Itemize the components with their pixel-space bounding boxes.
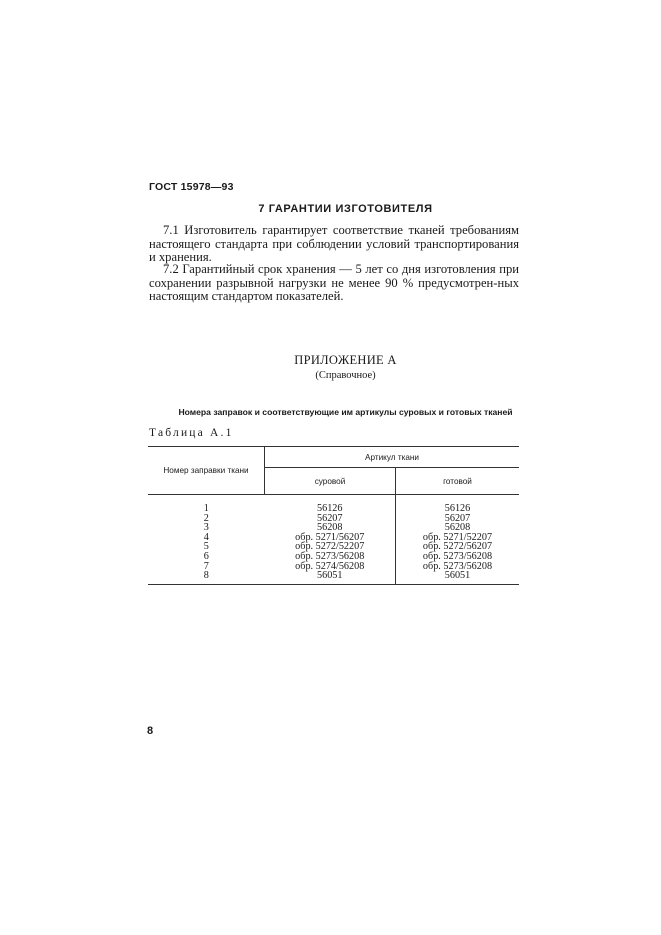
paragraph-7-2-text: 7.2 Гарантийный срок хранения — 5 лет со дня изготовления при сохранении разрывной нагрузки не менее 90 % предусмотрен-ных настоящим стандартом показателей.: [149, 262, 519, 304]
table-label: Таблица А.1: [149, 427, 234, 439]
row-finished-article: обр. 5273/56208: [422, 550, 493, 562]
row-finished-article: 56208: [444, 522, 471, 534]
row-raw-article: 56208: [265, 523, 396, 533]
row-raw-article: 56051: [265, 571, 396, 584]
table-caption: Номера заправок и соответствующие им артикулы суровых и готовых тканей: [178, 407, 513, 417]
row-finished-article: обр. 5271/52207: [422, 531, 493, 543]
table-row: [148, 571, 519, 584]
section-title: 7 ГАРАНТИИ ИЗГОТОВИТЕЛЯ: [258, 203, 433, 215]
table-row: [148, 495, 519, 514]
appendix-subtitle: (Справочное): [315, 370, 376, 381]
document-header: ГОСТ 15978—93: [149, 181, 234, 193]
row-finished-article: 56126: [444, 503, 471, 514]
row-number: 8: [148, 571, 265, 584]
row-number: 5: [203, 541, 209, 553]
fabric-articles-table: [148, 446, 519, 585]
row-number: 4: [203, 531, 209, 543]
paragraph-7-2: [149, 263, 519, 304]
header-raw: суровой: [265, 468, 396, 495]
row-finished-article: обр. 5273/56208: [422, 560, 493, 572]
paragraph-7-1: [149, 224, 519, 265]
row-finished-article: обр. 5272/56207: [422, 541, 493, 553]
row-raw-article: 56126: [265, 495, 396, 514]
row-raw-article: обр. 5273/56208: [265, 552, 396, 562]
row-raw-article: обр. 5271/56207: [265, 533, 396, 543]
appendix-title: ПРИЛОЖЕНИЕ А: [294, 353, 397, 367]
header-article: Артикул ткани: [265, 447, 520, 468]
row-number: 7: [203, 560, 209, 572]
row-raw-article: обр. 5274/56208: [265, 562, 396, 572]
row-number: 3: [203, 522, 209, 534]
row-raw-article: 56207: [265, 514, 396, 524]
row-finished-article: 56207: [444, 512, 471, 524]
page-number: 8: [147, 725, 154, 737]
row-number: 6: [203, 550, 209, 562]
row-number: 1: [203, 503, 209, 514]
header-number: Номер заправки ткани: [148, 447, 265, 495]
row-finished-article: 56051: [396, 571, 520, 584]
header-finished: готовой: [396, 468, 520, 495]
paragraph-7-1-text: 7.1 Изготовитель гарантирует соответствие тканей требованиям настоящего стандарта при соблюдении условий транспортирования и хранения.: [149, 223, 519, 265]
row-raw-article: обр. 5272/52207: [265, 542, 396, 552]
row-number: 2: [203, 512, 209, 524]
